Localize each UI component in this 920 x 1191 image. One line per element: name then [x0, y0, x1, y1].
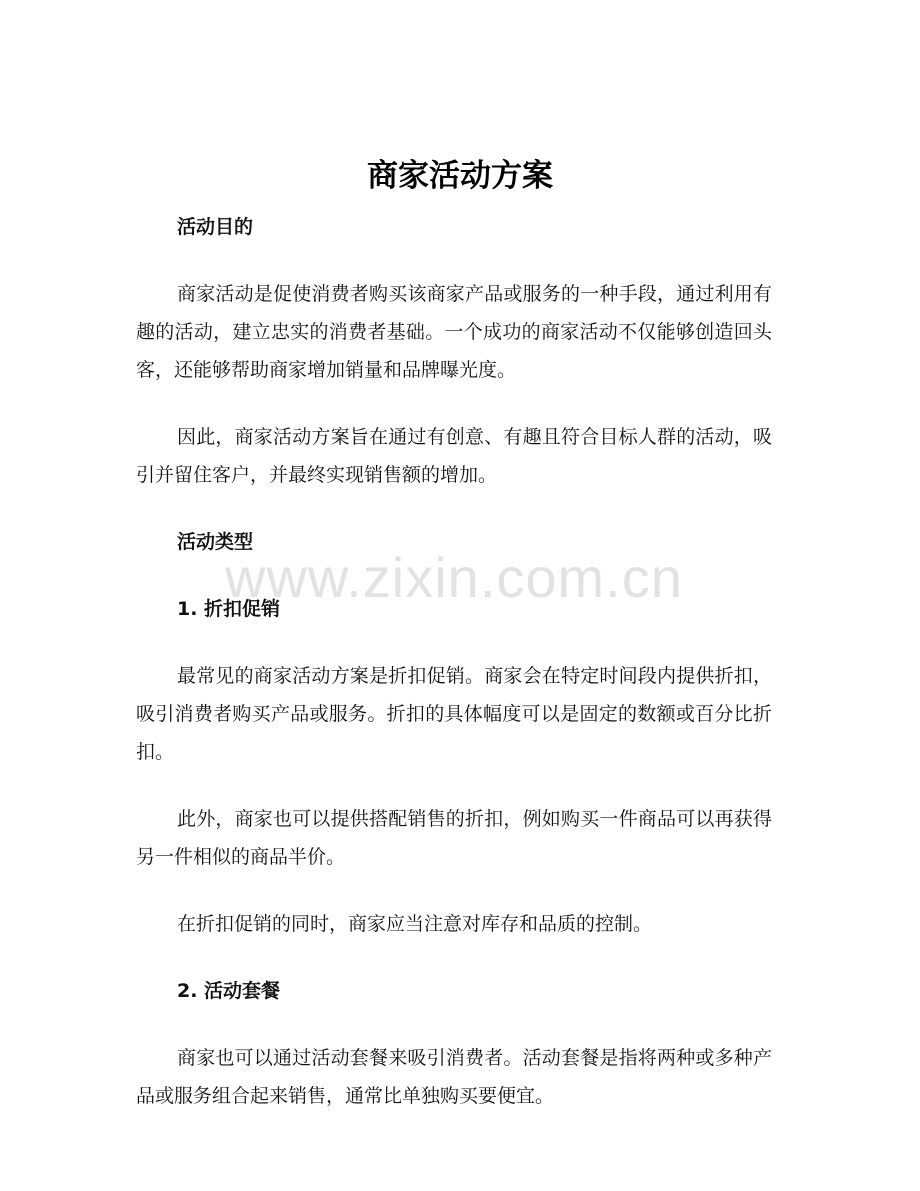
subsection-heading-package: 2. 活动套餐	[177, 980, 281, 1002]
section-heading-types: 活动类型	[177, 531, 254, 553]
paragraph-purpose-1: 商家活动是促使消费者购买该商家产品或服务的一种手段，通过利用有趣的活动，建立忠实的消费者基础。一个成功的商家活动不仅能够创造回头客，还能够帮助商家增加销量和品牌曝光度。	[136, 283, 772, 381]
paragraph-discount-3: 在折扣促销的同时，商家应当注意对库存和品质的控制。	[177, 913, 653, 935]
document-body	[136, 208, 772, 1144]
paragraph-discount-2: 此外，商家也可以提供搭配销售的折扣，例如购买一件商品可以再获得另一件相似的商品半价。	[136, 808, 772, 868]
paragraph-purpose-2: 因此，商家活动方案旨在通过有创意、有趣且符合目标人群的活动，吸引并留住客户，并最终实现销售额的增加。	[136, 426, 772, 486]
paragraph-package-1: 商家也可以通过活动套餐来吸引消费者。活动套餐是指将两种或多种产品或服务组合起来销售，通常比单独购买要便宜。	[136, 1047, 772, 1107]
watermark-text: www.zixin.com.cn	[225, 546, 683, 609]
document-title: 商家活动方案	[367, 158, 553, 194]
paragraph-discount-1: 最常见的商家活动方案是折扣促销。商家会在特定时间段内提供折扣，吸引消费者购买产品或服务。折扣的具体幅度可以是固定的数额或百分比折扣。	[136, 665, 772, 763]
section-heading-purpose: 活动目的	[177, 216, 254, 238]
subsection-heading-discount: 1. 折扣促销	[177, 598, 281, 620]
